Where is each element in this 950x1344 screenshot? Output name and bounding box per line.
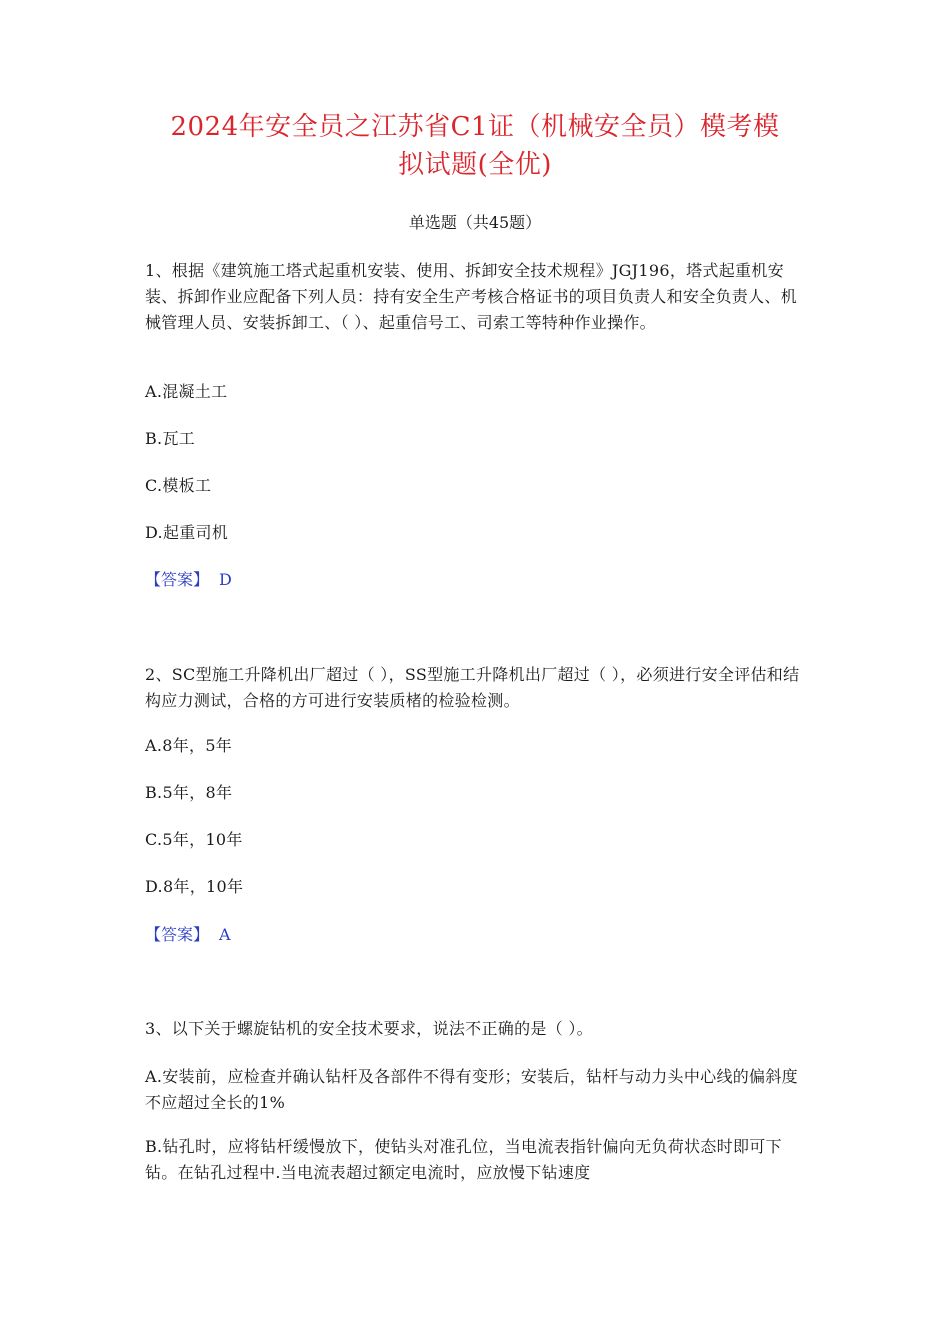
section-heading: 单选题（共45题） bbox=[408, 213, 542, 232]
question-3-option-a: A.安装前，应检查并确认钻杆及各部件不得有变形；安装后，钻杆与动力头中心线的偏斜度不应超过全长的1% bbox=[145, 1067, 798, 1112]
document-title bbox=[120, 108, 830, 184]
question-2-option-d: D.8年，10年 bbox=[145, 877, 244, 896]
title-line-2: 拟试题(全优) bbox=[398, 150, 552, 180]
question-1-option-c: C.模板工 bbox=[145, 476, 212, 495]
question-2-option-b: B.5年，8年 bbox=[145, 783, 233, 802]
question-2-answer bbox=[145, 922, 231, 948]
question-3-text: 3、以下关于螺旋钻机的安全技术要求，说法不正确的是（ ）。 bbox=[145, 1019, 593, 1038]
question-1-option-a: A.混凝土工 bbox=[145, 382, 228, 401]
answer-tag: 【答案】 bbox=[145, 925, 210, 944]
question-3-option-b: B.钻孔时，应将钻杆缓慢放下，使钻头对准孔位，当电流表指针偏向无负荷状态时即可下钻。在钻孔过程中.当电流表超过额定电流时，应放慢下钻速度 bbox=[145, 1137, 782, 1182]
answer-value: D bbox=[219, 570, 232, 589]
question-2-option-a: A.8年，5年 bbox=[145, 736, 233, 755]
question-1-text: 1、根据《建筑施工塔式起重机安装、使用、拆卸安全技术规程》JGJ196，塔式起重机安装、拆卸作业应配备下列人员：持有安全生产考核合格证书的项目负责人和安全负责人、机械管理人员、安装拆卸工、（ ）、起重信号工、司索工等特种作业操作。 bbox=[145, 261, 798, 332]
title-line-1: 2024年安全员之江苏省C1证（机械安全员）模考模 bbox=[170, 112, 780, 142]
question-1-option-d: D.起重司机 bbox=[145, 523, 229, 542]
answer-value: A bbox=[219, 925, 231, 944]
question-1-option-b: B.瓦工 bbox=[145, 429, 196, 448]
answer-tag: 【答案】 bbox=[145, 570, 210, 589]
question-2-text: 2、SC型施工升降机出厂超过（ ），SS型施工升降机出厂超过（ ），必须进行安全评估和结构应力测试，合格的方可进行安装质楮的检验检测。 bbox=[145, 665, 800, 710]
question-1-answer bbox=[145, 567, 232, 593]
question-2-option-c: C.5年，10年 bbox=[145, 830, 243, 849]
